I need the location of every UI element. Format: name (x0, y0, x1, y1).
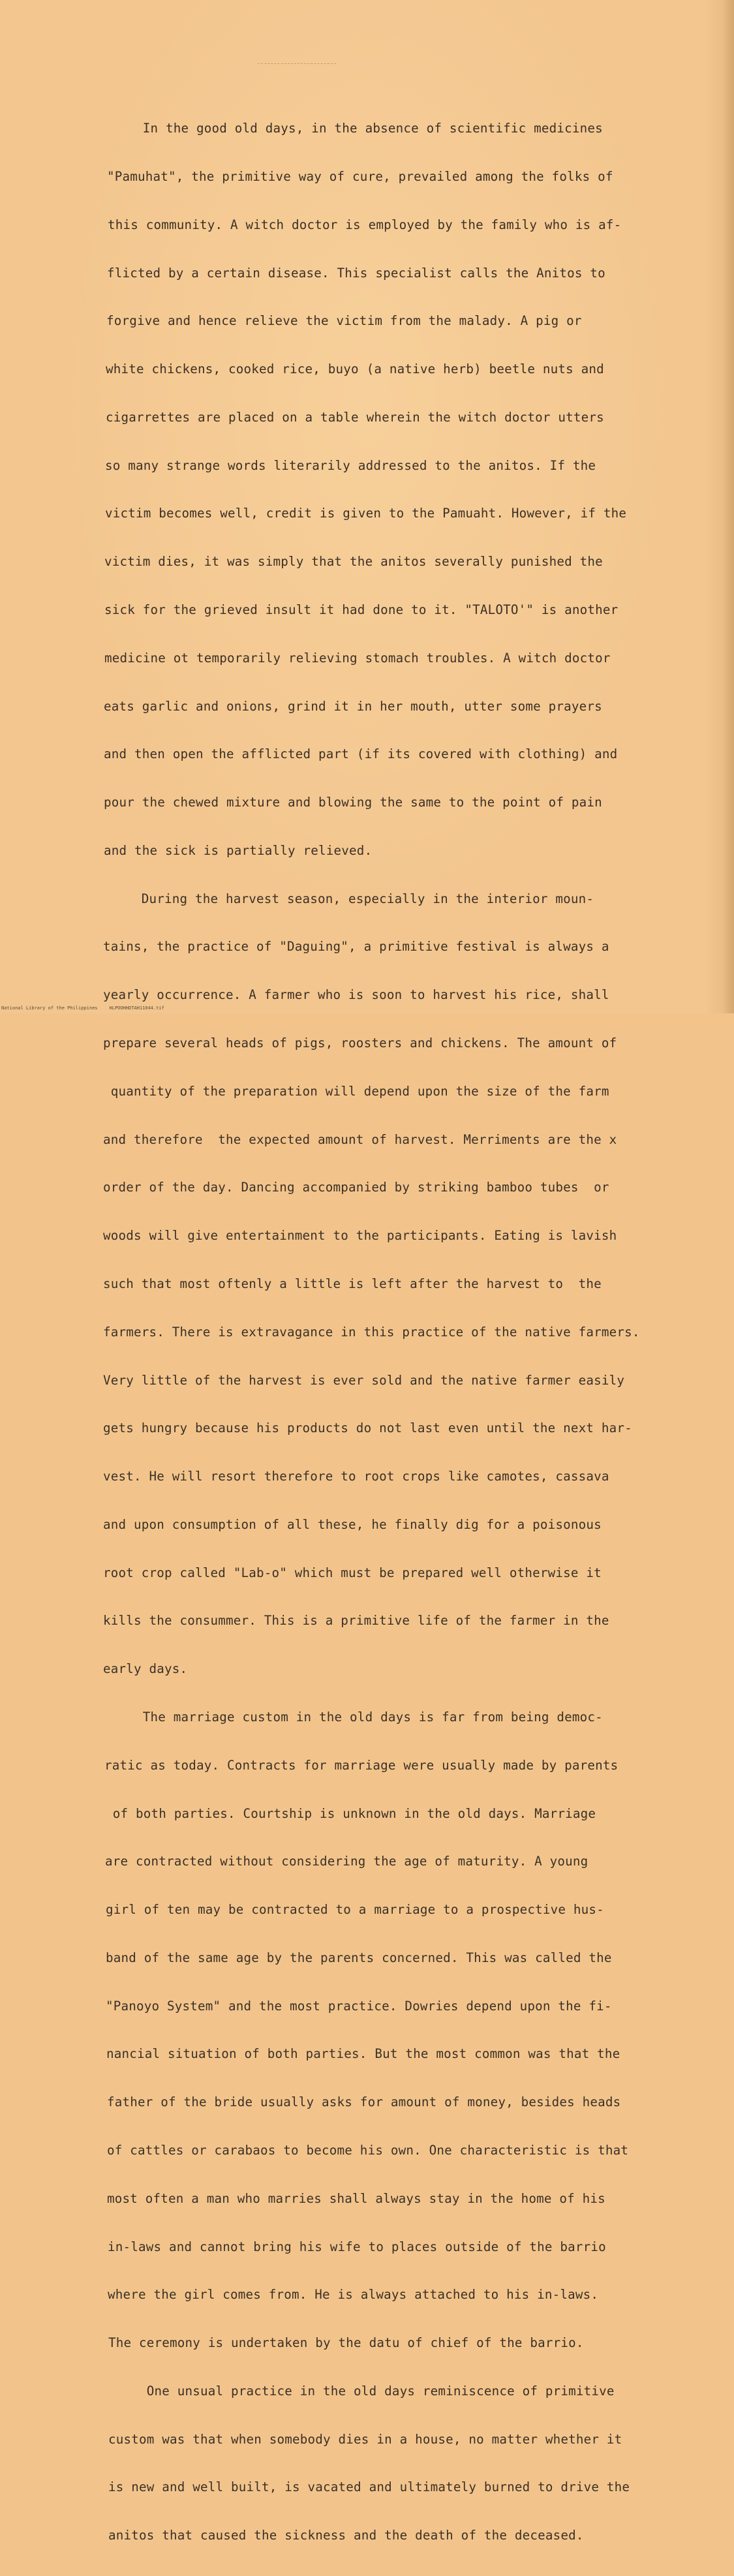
text-line: gets hungry because his products do not last even until the next har- (103, 1420, 632, 1436)
text-line: most often a man who marries shall always stay in the home of his (107, 2190, 605, 2206)
text-line: The marriage custom in the old days is far from being democ- (104, 1709, 603, 1725)
text-line: white chickens, cooked rice, buyo (a native herb) beetle nuts and (106, 361, 604, 377)
text-line: flicted by a certain disease. This specialist calls the Anitos to (107, 265, 605, 281)
text-line: tains, the practice of "Daguing", a primitive festival is always a (103, 939, 609, 955)
text-line: custom was that when somebody dies in a house, no matter whether it (108, 2431, 622, 2447)
footer-institution: National Library of the Philippines (1, 1005, 98, 1011)
typewritten-text (103, 89, 677, 2576)
text-line: order of the day. Dancing accompanied by striking bamboo tubes or (103, 1180, 609, 1195)
text-line: farmers. There is extravagance in this practice of the native farmers. (103, 1324, 640, 1340)
text-line: Very little of the harvest is ever sold and the native farmer easily (103, 1372, 625, 1388)
text-line: nancial situation of both parties. But the most common was that the (106, 2046, 620, 2062)
text-line: of both parties. Courtship is unknown in the old days. Marriage (105, 1805, 596, 1821)
text-line: kills the consummer. This is a primitive life of the farmer in the (103, 1613, 609, 1629)
text-line: eats garlic and onions, grind it in her mouth, utter some prayers (104, 698, 602, 714)
footer-file-id: HLPOOHHDTAH11044.tif (109, 1005, 164, 1011)
text-line: "Panoyo System" and the most practice. Dowries depend upon the fi- (106, 1998, 612, 2014)
text-line: early days. (103, 1661, 188, 1677)
scan-mark (258, 63, 336, 64)
text-line: this community. A witch doctor is employed by the family who is af- (108, 217, 622, 232)
text-line: of cattles or carabaos to become his own. One characteristic is that (107, 2143, 629, 2158)
text-line: and upon consumption of all these, he finally dig for a poisonous (103, 1516, 602, 1532)
text-line: anitos that caused the sickness and the death of the deceased. (108, 2528, 584, 2543)
text-line: yearly occurrence. A farmer who is soon to harvest his rice, shall (103, 987, 609, 1003)
page-edge-shadow (722, 0, 734, 1013)
text-line: girl of ten may be contracted to a marriage to a prospective hus- (106, 1902, 604, 1918)
text-line: such that most oftenly a little is left after the harvest to the (103, 1276, 602, 1291)
text-line: medicine ot temporarily relieving stomach troubles. A witch doctor (104, 650, 611, 666)
text-line: root crop called "Lab-o" which must be prepared well otherwise it (103, 1565, 602, 1580)
text-line: cigarrettes are placed on a table wherein the witch doctor utters (106, 409, 604, 425)
text-line: is new and well built, is vacated and ultimately burned to drive the (108, 2479, 630, 2495)
text-line: ratic as today. Contracts for marriage were usually made by parents (104, 1757, 619, 1773)
text-line: victim dies, it was simply that the anitos severally punished the (104, 554, 603, 570)
text-line: and the sick is partially relieved. (104, 842, 373, 858)
text-line: In the good old days, in the absence of scientific medicines (104, 121, 603, 136)
text-line: are contracted without considering the age of maturity. A young (105, 1854, 589, 1869)
text-line: quantity of the preparation will depend upon the size of the farm (103, 1083, 609, 1099)
text-line: "Pamuhat", the primitive way of cure, prevailed among the folks of (107, 168, 613, 184)
text-line: so many strange words literarily addressed to the anitos. If the (105, 457, 596, 473)
text-line: and therefore the expected amount of harvest. Merriments are the x (103, 1131, 617, 1147)
text-line: The ceremony is undertaken by the datu of chief of the barrio. (108, 2335, 584, 2351)
scan-footer (1, 1005, 176, 1011)
text-line: prepare several heads of pigs, roosters and chickens. The amount of (103, 1035, 617, 1051)
text-line: and then open the afflicted part (if its covered with clothing) and (104, 746, 618, 762)
text-line: During the harvest season, especially in the interior moun- (103, 891, 594, 906)
text-line: pour the chewed mixture and blowing the same to the point of pain (104, 795, 602, 810)
text-line: victim becomes well, credit is given to the Pamuaht. However, if the (105, 506, 627, 521)
text-line: where the girl comes from. He is always attached to his in-laws. (108, 2287, 599, 2303)
text-line: One unsual practice in the old days reminiscence of primitive (108, 2383, 615, 2399)
text-line: band of the same age by the parents concerned. This was called the (106, 1950, 612, 1965)
text-line: woods will give entertainment to the participants. Eating is lavish (103, 1228, 617, 1244)
text-line: in-laws and cannot bring his wife to places outside of the barrio (108, 2239, 606, 2254)
text-line: vest. He will resort therefore to root crops like camotes, cassava (103, 1469, 609, 1484)
text-line: father of the bride usually asks for amount of money, besides heads (107, 2094, 621, 2110)
text-line: forgive and hence relieve the victim from the malady. A pig or (106, 313, 582, 329)
text-line: sick for the grieved insult it had done to it. "TALOTO'" is another (104, 602, 619, 617)
